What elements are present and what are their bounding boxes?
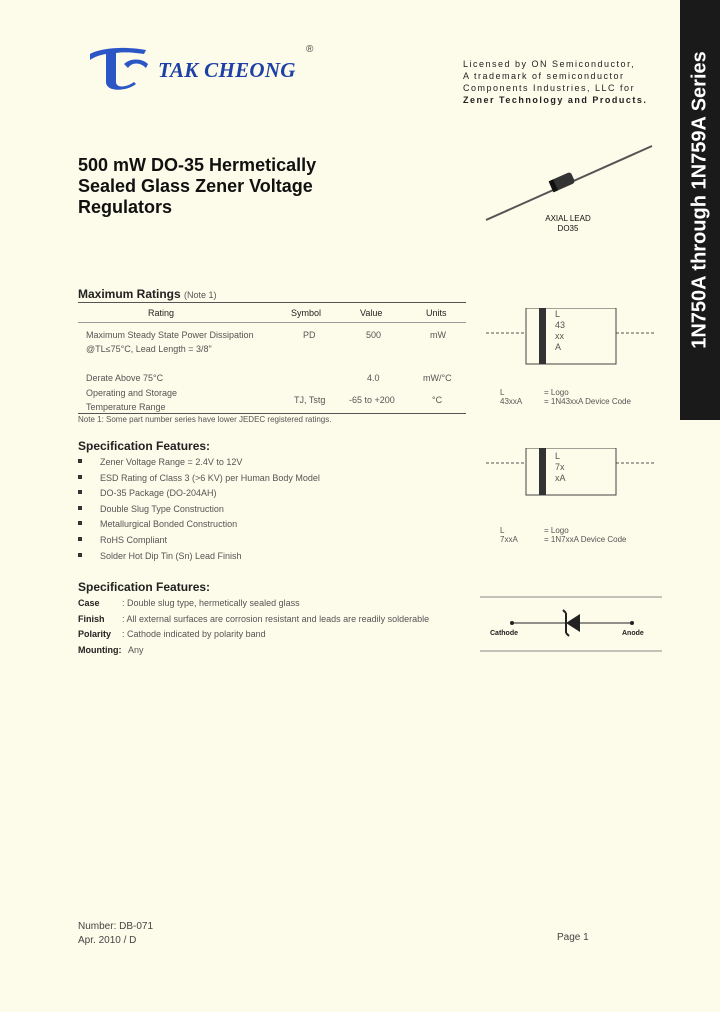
symbol-cell: TJ, Tstg — [294, 395, 326, 405]
package-caption-line2: DO35 — [557, 224, 579, 233]
footer-info — [78, 920, 153, 948]
cathode-label: Cathode — [490, 630, 518, 637]
bullet-icon — [78, 553, 82, 557]
bullet-icon — [78, 459, 82, 463]
page-number: Page 1 — [557, 932, 589, 943]
max-ratings-title: Maximum Ratings — [78, 287, 181, 301]
title-line: Regulators — [78, 197, 173, 217]
anode-label: Anode — [622, 630, 644, 637]
col-header-units: Units — [426, 308, 447, 318]
table-header-rule — [78, 322, 466, 323]
rating-cell-line2: @TL≤75°C, Lead Length = 3/8" — [86, 344, 212, 354]
license-line: A trademark of semiconductor — [463, 71, 625, 81]
package-caption-line1: AXIAL LEAD — [545, 214, 591, 223]
license-text — [463, 58, 647, 106]
title-line: 500 mW DO-35 Hermetically — [78, 155, 317, 175]
document-title — [78, 155, 316, 218]
bullet-icon — [78, 475, 82, 479]
units-cell: °C — [432, 395, 443, 405]
rating-cell: Derate Above 75°C — [86, 373, 164, 383]
max-ratings-heading — [78, 287, 217, 301]
units-cell: mW — [430, 330, 446, 340]
value-cell: 4.0 — [367, 373, 380, 383]
symbol-cell: PD — [303, 330, 316, 340]
revision-date: Apr. 2010 / D — [78, 935, 137, 946]
table-bottom-rule — [78, 413, 466, 414]
value-cell: -65 to +200 — [349, 395, 395, 405]
tak-cheong-logo-icon — [86, 44, 150, 90]
bullet-icon — [78, 537, 82, 541]
col-header-rating: Rating — [148, 308, 175, 318]
series-side-band — [680, 0, 720, 420]
table-row — [86, 328, 254, 356]
mechanical-heading: Specification Features: — [78, 580, 211, 594]
col-header-symbol: Symbol — [291, 308, 322, 318]
marking-lines-2: L 7x xA — [555, 451, 566, 483]
units-cell: mW/°C — [423, 373, 452, 383]
marking-diagram-1 — [486, 308, 656, 368]
marking-diagram-2 — [486, 448, 656, 498]
spec-features-heading: Specification Features: — [78, 439, 211, 453]
value-cell: 500 — [366, 330, 382, 340]
title-line: Sealed Glass Zener Voltage — [78, 176, 313, 196]
marking-legend-2: L = Logo 7xxA = 1N7xxA Device Code — [500, 526, 627, 544]
marking-legend-1: L = Logo 43xxA = 1N43xxA Device Code — [500, 388, 631, 406]
package-caption — [528, 214, 608, 234]
table-note: Note 1: Some part number series have lower JEDEC registered ratings. — [78, 415, 332, 424]
bullet-icon — [78, 521, 82, 525]
registered-mark: ® — [306, 44, 314, 55]
diode-schematic — [480, 596, 662, 652]
license-line: Components Industries, LLC for — [463, 83, 636, 93]
table-top-rule — [78, 302, 466, 303]
col-header-value: Value — [360, 308, 383, 318]
brand-name: TAK CHEONG — [158, 58, 296, 82]
marking-lines-1: L 43 xx A — [555, 309, 566, 352]
rating-cell-line1: Maximum Steady State Power Dissipation — [86, 330, 254, 340]
rating-cell-line1: Operating and Storage — [86, 388, 178, 398]
series-title: 1N750A through 1N759A Series — [688, 51, 711, 349]
bullet-icon — [78, 506, 82, 510]
bullet-icon — [78, 490, 82, 494]
license-line: Licensed by ON Semiconductor, — [463, 59, 636, 69]
license-line: Zener Technology and Products. — [463, 95, 648, 105]
table-row — [86, 386, 177, 414]
rating-cell-line2: Temperature Range — [86, 402, 166, 412]
document-number: Number: DB-071 — [78, 921, 154, 932]
max-ratings-note-ref: (Note 1) — [184, 290, 217, 300]
